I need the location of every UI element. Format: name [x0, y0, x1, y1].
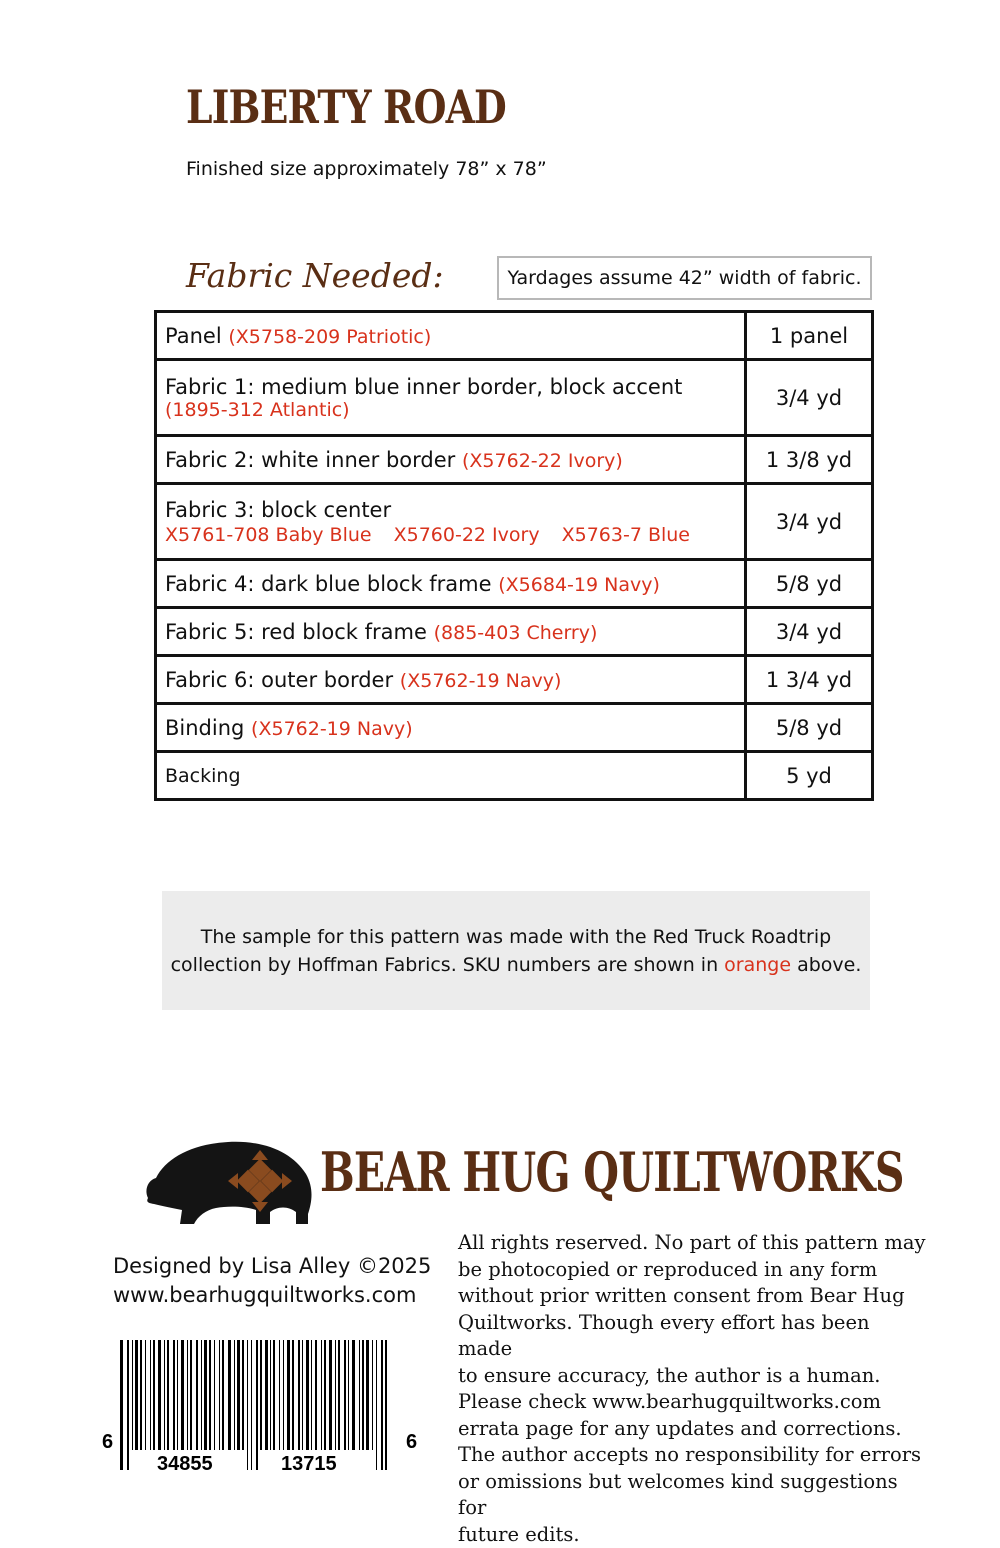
barcode-bar	[196, 1340, 198, 1450]
barcode-bar	[352, 1340, 355, 1450]
rights-line: Quiltworks. Though every effort has been made	[458, 1310, 928, 1363]
barcode-bar	[372, 1340, 373, 1450]
fabric-sku: (X5758-209 Patriotic)	[228, 326, 431, 348]
fabric-sku: (X5762-19 Navy)	[400, 670, 562, 692]
barcode-bar	[173, 1340, 175, 1450]
fabric-label-cell	[156, 608, 746, 656]
barcode-bar	[376, 1340, 377, 1470]
rights-line: errata page for any updates and corrections.	[458, 1416, 928, 1443]
barcode-bar	[120, 1340, 123, 1470]
barcode-bar	[153, 1340, 155, 1450]
barcode-bar	[219, 1340, 220, 1450]
fabric-label: Fabric 6: outer border	[165, 668, 393, 692]
upc-barcode	[100, 1338, 430, 1478]
table-row	[156, 436, 873, 484]
barcode-bar	[306, 1340, 309, 1450]
fabric-sku: X5760-22 Ivory	[394, 524, 540, 546]
barcode-bar	[385, 1340, 387, 1470]
fabric-amount: 1 3/8 yd	[746, 436, 873, 484]
table-row	[156, 560, 873, 608]
fabric-label: Fabric 2: white inner border	[165, 448, 455, 472]
barcode-left-digit: 6	[102, 1431, 113, 1453]
table-row	[156, 360, 873, 436]
fabric-label: Fabric 4: dark blue block frame	[165, 572, 492, 596]
fabric-amount: 5/8 yd	[746, 560, 873, 608]
barcode-bar	[260, 1340, 262, 1450]
brand-name: BEAR HUG QUILTWORKS	[320, 1140, 904, 1204]
fabric-label-cell	[156, 312, 746, 360]
fabric-label-cell	[156, 436, 746, 484]
fabric-amount: 3/4 yd	[746, 360, 873, 436]
fabric-sku: (X5762-22 Ivory)	[462, 450, 623, 472]
barcode-bar	[283, 1340, 284, 1450]
fabric-label: Binding	[165, 716, 244, 740]
barcode-bar	[164, 1340, 165, 1450]
fabric-label: Backing	[156, 752, 746, 800]
fabric-sku: (X5684-19 Navy)	[498, 574, 660, 596]
fabric-label: Fabric 3: block center	[165, 498, 736, 522]
sample-note-box	[162, 891, 870, 1010]
barcode-bar	[321, 1340, 322, 1450]
barcode-bar	[135, 1340, 138, 1450]
fabric-label: Panel	[165, 324, 222, 348]
barcode-bar	[292, 1340, 294, 1450]
barcode-bar	[228, 1340, 231, 1450]
barcode-bar	[127, 1340, 129, 1470]
barcode-bar	[335, 1340, 336, 1450]
fabric-amount: 3/4 yd	[746, 484, 873, 560]
fabric-amount: 3/4 yd	[746, 608, 873, 656]
fabric-amount: 5/8 yd	[746, 704, 873, 752]
designer-info	[113, 1252, 431, 1310]
barcode-bar	[265, 1340, 268, 1450]
fabric-amount: 1 panel	[746, 312, 873, 360]
barcode-bar	[204, 1340, 207, 1450]
barcode-bar	[251, 1340, 252, 1470]
rights-line: be photocopied or reproduced in any form	[458, 1257, 928, 1284]
orange-highlight: orange	[724, 954, 791, 976]
barcode-right-digit: 6	[406, 1431, 417, 1453]
fabric-sku: X5761-708 Baby Blue	[165, 524, 372, 546]
barcode-bar	[287, 1340, 290, 1450]
barcode-bar	[237, 1340, 240, 1450]
fabric-label: Fabric 1: medium blue inner border, block accent	[165, 375, 736, 399]
sample-note-line1: The sample for this pattern was made with the Red Truck Roadtrip	[201, 926, 831, 948]
barcode-bar	[158, 1340, 161, 1450]
barcode-bar	[190, 1340, 192, 1450]
sample-note-text	[171, 923, 862, 979]
barcode-bar	[359, 1340, 360, 1450]
rights-line: or omissions but welcomes kind suggestions for	[458, 1469, 928, 1522]
fabric-label: Fabric 5: red block frame	[165, 620, 427, 644]
fabric-label-cell	[156, 560, 746, 608]
barcode-bar	[187, 1340, 188, 1450]
fabric-sku: (885-403 Cherry)	[434, 622, 598, 644]
barcode-bar	[140, 1340, 142, 1450]
rights-line: future edits.	[458, 1522, 928, 1548]
barcode-bar	[209, 1340, 211, 1450]
bear-logo-icon	[140, 1136, 315, 1226]
barcode-bar	[181, 1340, 184, 1450]
finished-size: Finished size approximately 78” x 78”	[186, 158, 547, 180]
table-row	[156, 656, 873, 704]
rights-notice	[458, 1230, 928, 1548]
sample-note-line2-after: above.	[791, 954, 861, 976]
fabric-sku: (1895-312 Atlantic)	[165, 399, 736, 421]
barcode-bar	[242, 1340, 244, 1450]
barcode-bar	[348, 1340, 349, 1450]
fabric-label-cell	[156, 656, 746, 704]
yardage-note: Yardages assume 42” width of fabric.	[497, 256, 872, 300]
table-row	[156, 752, 873, 800]
barcode-bar	[234, 1340, 235, 1450]
website-text: www.bearhugquiltworks.com	[113, 1281, 431, 1310]
rights-line: without prior written consent from Bear Hug	[458, 1283, 928, 1310]
fabric-sku: (X5762-19 Navy)	[251, 718, 413, 740]
fabric-amount: 1 3/4 yd	[746, 656, 873, 704]
barcode-bar	[315, 1340, 317, 1450]
barcode-bar	[222, 1340, 224, 1450]
rights-line: All rights reserved. No part of this pattern may	[458, 1230, 928, 1257]
table-row	[156, 608, 873, 656]
rights-line: to ensure accuracy, the author is a human.	[458, 1363, 928, 1390]
barcode-bar	[311, 1340, 312, 1450]
table-row	[156, 312, 873, 360]
barcode-bar	[324, 1340, 326, 1450]
fabric-needed-heading: Fabric Needed:	[186, 256, 444, 295]
table-row	[156, 484, 873, 560]
barcode-bar	[270, 1340, 271, 1450]
barcode-bar	[167, 1340, 169, 1450]
barcode-bar	[366, 1340, 369, 1450]
barcode-bar	[177, 1340, 178, 1450]
barcode-bar	[329, 1340, 332, 1450]
rights-line: The author accepts no responsibility for errors	[458, 1442, 928, 1469]
fabric-sku: X5763-7 Blue	[562, 524, 690, 546]
barcode-group2: 13715	[281, 1453, 337, 1475]
barcode-bar	[279, 1340, 280, 1450]
barcode-bar	[201, 1340, 202, 1450]
barcode-bar	[362, 1340, 364, 1450]
pattern-title: LIBERTY ROAD	[186, 80, 506, 134]
barcode-bar	[145, 1340, 146, 1450]
fabric-label-cell	[156, 484, 746, 560]
fabric-label-cell	[156, 704, 746, 752]
barcode-bar	[298, 1340, 300, 1450]
designer-credit: Designed by Lisa Alley ©2025	[113, 1252, 431, 1281]
barcode-bar	[381, 1340, 383, 1470]
barcode-bar	[132, 1340, 133, 1450]
barcode-bar	[247, 1340, 248, 1470]
sample-note-line2-before: collection by Hoffman Fabrics. SKU numbers are shown in	[171, 954, 725, 976]
fabric-amount: 5 yd	[746, 752, 873, 800]
rights-line: Please check www.bearhugquiltworks.com	[458, 1389, 928, 1416]
barcode-bar	[150, 1340, 151, 1450]
table-row	[156, 704, 873, 752]
fabric-table	[154, 310, 874, 801]
barcode-group1: 34855	[157, 1453, 213, 1475]
barcode-bar	[344, 1340, 346, 1450]
fabric-label-cell	[156, 360, 746, 436]
barcode-bar	[273, 1340, 275, 1450]
barcode-bar	[302, 1340, 303, 1450]
sku-list	[165, 524, 736, 546]
barcode-bar	[256, 1340, 258, 1470]
barcode-bar	[338, 1340, 340, 1450]
barcode-bar	[214, 1340, 215, 1450]
